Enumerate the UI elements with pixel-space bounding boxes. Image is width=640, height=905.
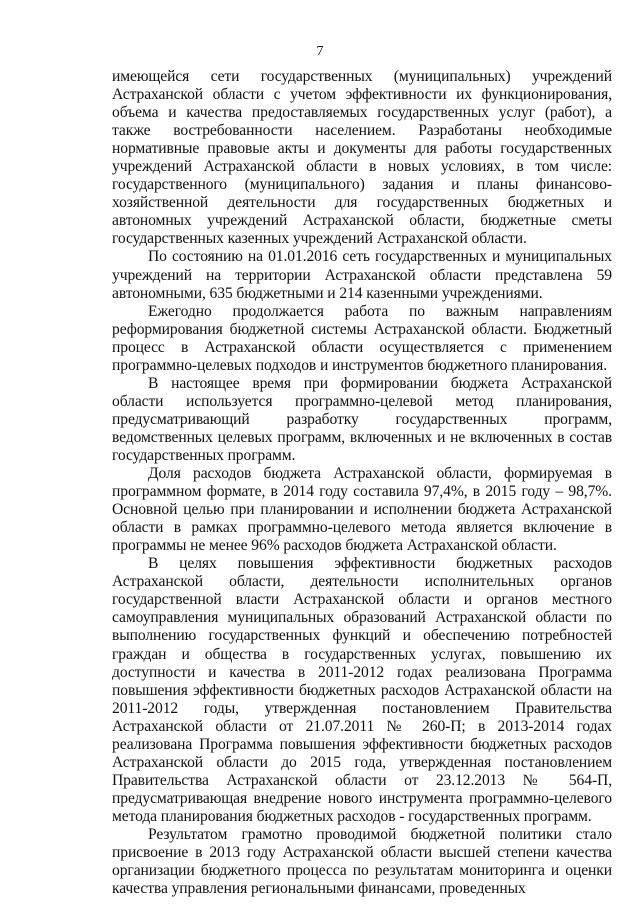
body-text <box>112 68 612 898</box>
paragraph-program-method: В настоящее время при формировании бюджета Астраханской области используется программно-целевой метод планирования, предусматривающий разработку государственных программ, ведомственных целевых программ, включенных и не включенных в состав государственных программ. <box>112 374 612 464</box>
paragraph-program-share: Доля расходов бюджета Астраханской области, формируемая в программном формате, в 2014 году составила 97,4%, в 2015 году – 98,7%. Основной целью при планировании и исполнении бюджета Астраханской области в рамках программно-целевого метода является включение в программы не менее 96% расходов бюджета Астраханской области. <box>112 465 612 555</box>
paragraph-efficiency-program: В целях повышения эффективности бюджетных расходов Астраханской области, деятельности исполнительных органов государственной власти Астраханской области и органов местного самоуправления муниципальных образований Астраханской области по выполнению государственных функций и обеспечению потребностей граждан и общества в государственных услугах, повышению их доступности и качества в 2011-2012 годах реализована Программа повышения эффективности бюджетных расходов Астраханской области на 2011-2012 годы, утвержденная постановлением Правительства Астраханской области от 21.07.2011 № 260-П; в 2013-2014 годах реализована Программа повышения эффективности бюджетных расходов Астраханской области до 2015 года, утвержденная постановлением Правительства Астраханской области от 23.12.2013 № 564-П, предусматривающая внедрение нового инструмента программно-целевого метода планирования бюджетных расходов - государственных программ. <box>112 555 612 825</box>
paragraph-budget-reform: Ежегодно продолжается работа по важным направлениям реформирования бюджетной системы Астраханской области. Бюджетный процесс в Астраханской области осуществляется с применением программно-целевых подходов и инструментов бюджетного планирования. <box>112 302 612 374</box>
page-number: 7 <box>316 44 324 59</box>
paragraph-continuation: имеющейся сети государственных (муниципальных) учреждений Астраханской области с учетом эффективности их функционирования, объема и качества предоставляемых государственных услуг (работ), а также востребованности населением. Разработаны необходимые нормативные правовые акты и документы для работы государственных учреждений Астраханской области в новых условиях, в том числе: государственного (муниципального) задания и планы финансово-хозяйственной деятельности для государственных бюджетных и автономных учреждений Астраханской области, бюджетные сметы государственных казенных учреждений Астраханской области. <box>112 68 612 248</box>
paragraph-result: Результатом грамотно проводимой бюджетной политики стало присвоение в 2013 году Астраханской области высшей степени качества организации бюджетного процесса по результатам мониторинга и оценки качества управления региональными финансами, проведенных <box>112 825 612 898</box>
paragraph-institutions-network: По состоянию на 01.01.2016 сеть государственных и муниципальных учреждений на территории Астраханской области представлена 59 автономными, 635 бюджетными и 214 казенными учреждениями. <box>112 248 612 302</box>
